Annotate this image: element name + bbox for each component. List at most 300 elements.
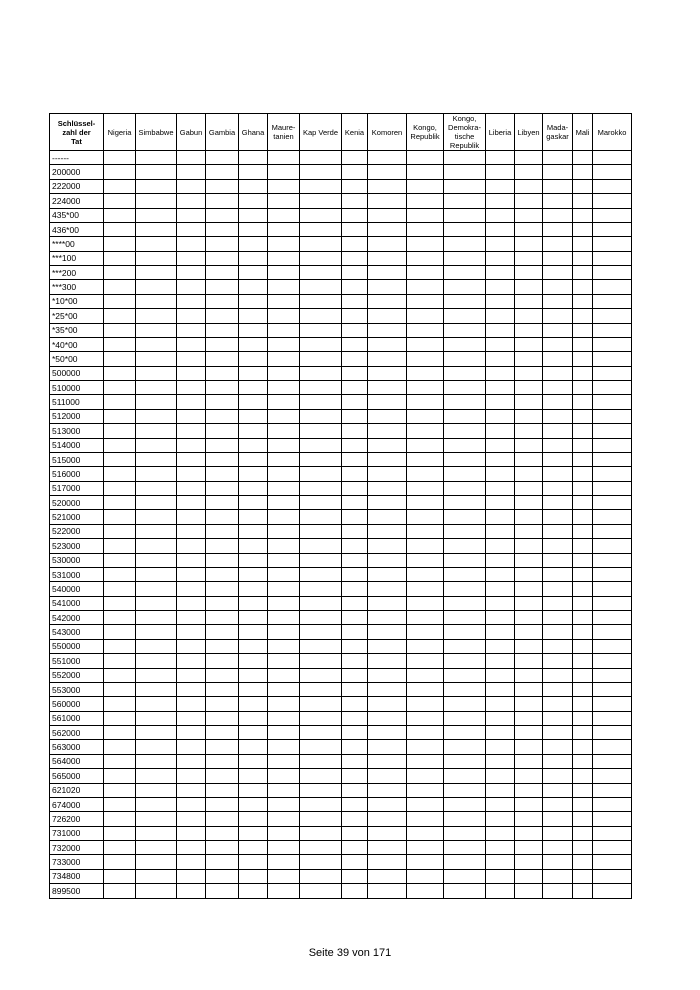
- table-row: [50, 179, 632, 193]
- data-cell: [239, 352, 268, 366]
- data-cell: [368, 812, 407, 826]
- table-row: [50, 884, 632, 898]
- data-cell: [268, 797, 300, 811]
- data-cell: [342, 222, 368, 236]
- data-cell: [268, 222, 300, 236]
- data-cell: [543, 266, 573, 280]
- data-cell: [177, 625, 206, 639]
- data-cell: [486, 812, 515, 826]
- data-cell: [573, 726, 593, 740]
- data-cell: [239, 539, 268, 553]
- row-key-cell: 520000: [50, 496, 104, 510]
- data-cell: [300, 352, 342, 366]
- data-cell: [573, 395, 593, 409]
- data-cell: [177, 539, 206, 553]
- data-cell: [573, 323, 593, 337]
- data-cell: [444, 194, 486, 208]
- column-header-country: Mali: [573, 114, 593, 151]
- data-cell: [268, 237, 300, 251]
- data-cell: [342, 395, 368, 409]
- data-cell: [573, 711, 593, 725]
- data-cell: [206, 366, 239, 380]
- data-cell: [543, 740, 573, 754]
- data-cell: [407, 783, 444, 797]
- data-cell: [407, 481, 444, 495]
- data-cell: [543, 280, 573, 294]
- data-cell: [206, 740, 239, 754]
- data-cell: [177, 366, 206, 380]
- data-cell: [407, 294, 444, 308]
- table-row: [50, 826, 632, 840]
- data-cell: [368, 352, 407, 366]
- data-cell: [593, 596, 632, 610]
- data-cell: [515, 352, 543, 366]
- data-cell: [268, 366, 300, 380]
- data-cell: [593, 754, 632, 768]
- table-row: [50, 812, 632, 826]
- data-cell: [239, 726, 268, 740]
- row-key-cell: 552000: [50, 668, 104, 682]
- data-cell: [104, 611, 136, 625]
- data-cell: [104, 769, 136, 783]
- data-cell: [342, 639, 368, 653]
- row-key-cell: 561000: [50, 711, 104, 725]
- table-row: [50, 208, 632, 222]
- data-cell: [368, 884, 407, 898]
- data-cell: [206, 438, 239, 452]
- data-cell: [104, 654, 136, 668]
- data-cell: [573, 769, 593, 783]
- data-cell: [300, 639, 342, 653]
- data-cell: [206, 711, 239, 725]
- data-cell: [206, 208, 239, 222]
- data-cell: [486, 611, 515, 625]
- data-cell: [342, 812, 368, 826]
- data-cell: [300, 409, 342, 423]
- data-cell: [543, 754, 573, 768]
- data-cell: [407, 438, 444, 452]
- table-row: [50, 222, 632, 236]
- data-cell: [368, 165, 407, 179]
- data-cell: [177, 438, 206, 452]
- data-cell: [593, 769, 632, 783]
- data-cell: [342, 596, 368, 610]
- data-cell: [515, 869, 543, 883]
- data-cell: [206, 567, 239, 581]
- table-row: [50, 496, 632, 510]
- data-cell: [368, 151, 407, 165]
- table-row: [50, 510, 632, 524]
- data-cell: [444, 309, 486, 323]
- data-cell: [573, 510, 593, 524]
- data-cell: [206, 582, 239, 596]
- data-cell: [368, 553, 407, 567]
- data-cell: [342, 524, 368, 538]
- data-cell: [486, 682, 515, 696]
- row-key-cell: 564000: [50, 754, 104, 768]
- data-cell: [407, 524, 444, 538]
- data-cell: [206, 524, 239, 538]
- data-cell: [444, 337, 486, 351]
- data-cell: [486, 553, 515, 567]
- data-cell: [239, 309, 268, 323]
- data-cell: [543, 582, 573, 596]
- data-cell: [268, 855, 300, 869]
- data-cell: [444, 567, 486, 581]
- data-cell: [486, 366, 515, 380]
- data-cell: [368, 510, 407, 524]
- data-cell: [177, 754, 206, 768]
- data-cell: [593, 783, 632, 797]
- data-cell: [104, 467, 136, 481]
- data-cell: [444, 611, 486, 625]
- data-cell: [104, 151, 136, 165]
- data-cell: [239, 668, 268, 682]
- data-cell: [268, 524, 300, 538]
- data-cell: [136, 783, 177, 797]
- data-cell: [206, 726, 239, 740]
- data-cell: [407, 309, 444, 323]
- data-cell: [543, 194, 573, 208]
- row-key-cell: 560000: [50, 697, 104, 711]
- data-cell: [407, 682, 444, 696]
- table-row: [50, 337, 632, 351]
- data-cell: [268, 582, 300, 596]
- data-cell: [543, 337, 573, 351]
- data-cell: [486, 855, 515, 869]
- data-cell: [239, 884, 268, 898]
- data-cell: [104, 222, 136, 236]
- data-cell: [104, 165, 136, 179]
- data-cell: [136, 438, 177, 452]
- row-key-cell: *10*00: [50, 294, 104, 308]
- data-cell: [104, 841, 136, 855]
- data-cell: [515, 237, 543, 251]
- column-header-country: Libyen: [515, 114, 543, 151]
- data-cell: [444, 855, 486, 869]
- data-cell: [177, 596, 206, 610]
- data-cell: [206, 309, 239, 323]
- data-cell: [515, 481, 543, 495]
- column-header-key: Schlüssel- zahl der Tat: [50, 114, 104, 151]
- data-cell: [239, 553, 268, 567]
- data-cell: [368, 711, 407, 725]
- data-cell: [515, 697, 543, 711]
- data-cell: [444, 237, 486, 251]
- data-cell: [300, 826, 342, 840]
- data-cell: [239, 366, 268, 380]
- data-cell: [486, 826, 515, 840]
- data-cell: [407, 222, 444, 236]
- data-cell: [573, 869, 593, 883]
- data-cell: [239, 452, 268, 466]
- data-cell: [486, 294, 515, 308]
- data-cell: [573, 783, 593, 797]
- data-cell: [268, 251, 300, 265]
- data-cell: [486, 769, 515, 783]
- data-cell: [573, 668, 593, 682]
- data-cell: [136, 726, 177, 740]
- data-cell: [177, 682, 206, 696]
- data-cell: [543, 711, 573, 725]
- data-cell: [573, 337, 593, 351]
- table-row: [50, 294, 632, 308]
- data-cell: [300, 395, 342, 409]
- data-cell: [486, 783, 515, 797]
- data-cell: [368, 654, 407, 668]
- data-cell: [104, 711, 136, 725]
- data-cell: [177, 409, 206, 423]
- data-cell: [268, 510, 300, 524]
- data-cell: [342, 826, 368, 840]
- data-cell: [543, 237, 573, 251]
- table-row: [50, 424, 632, 438]
- data-cell: [593, 165, 632, 179]
- data-cell: [104, 237, 136, 251]
- data-cell: [136, 151, 177, 165]
- table-row: [50, 682, 632, 696]
- data-cell: [573, 582, 593, 596]
- data-cell: [543, 309, 573, 323]
- data-cell: [573, 151, 593, 165]
- data-cell: [486, 884, 515, 898]
- data-cell: [136, 826, 177, 840]
- data-cell: [444, 409, 486, 423]
- data-cell: [206, 409, 239, 423]
- data-cell: [444, 539, 486, 553]
- data-cell: [593, 654, 632, 668]
- row-key-cell: 899500: [50, 884, 104, 898]
- data-cell: [342, 481, 368, 495]
- data-cell: [104, 452, 136, 466]
- data-cell: [177, 582, 206, 596]
- row-key-cell: *35*00: [50, 323, 104, 337]
- data-cell: [368, 222, 407, 236]
- data-cell: [573, 567, 593, 581]
- column-header-country: Komoren: [368, 114, 407, 151]
- data-cell: [239, 294, 268, 308]
- row-key-cell: 435*00: [50, 208, 104, 222]
- row-key-cell: ****00: [50, 237, 104, 251]
- data-cell: [573, 381, 593, 395]
- data-cell: [543, 222, 573, 236]
- data-cell: [177, 567, 206, 581]
- data-cell: [593, 337, 632, 351]
- data-cell: [407, 812, 444, 826]
- data-cell: [515, 280, 543, 294]
- data-cell: [268, 596, 300, 610]
- data-cell: [515, 222, 543, 236]
- row-key-cell: 565000: [50, 769, 104, 783]
- data-cell: [543, 697, 573, 711]
- data-cell: [486, 654, 515, 668]
- table-row: [50, 539, 632, 553]
- row-key-cell: 530000: [50, 553, 104, 567]
- data-cell: [177, 740, 206, 754]
- data-cell: [573, 654, 593, 668]
- data-cell: [543, 668, 573, 682]
- data-cell: [486, 323, 515, 337]
- data-cell: [104, 266, 136, 280]
- data-cell: [177, 812, 206, 826]
- data-cell: [444, 682, 486, 696]
- data-cell: [300, 668, 342, 682]
- data-cell: [486, 539, 515, 553]
- data-cell: [593, 381, 632, 395]
- data-cell: [573, 754, 593, 768]
- data-cell: [444, 280, 486, 294]
- data-cell: [515, 826, 543, 840]
- data-cell: [444, 424, 486, 438]
- data-cell: [136, 668, 177, 682]
- data-cell: [515, 366, 543, 380]
- data-cell: [104, 208, 136, 222]
- data-cell: [543, 841, 573, 855]
- data-cell: [342, 165, 368, 179]
- data-cell: [342, 682, 368, 696]
- row-key-cell: 733000: [50, 855, 104, 869]
- data-cell: [300, 726, 342, 740]
- row-key-cell: 732000: [50, 841, 104, 855]
- data-cell: [136, 309, 177, 323]
- data-cell: [239, 222, 268, 236]
- data-cell: [177, 151, 206, 165]
- data-cell: [444, 596, 486, 610]
- data-cell: [444, 769, 486, 783]
- table-row: [50, 841, 632, 855]
- data-cell: [368, 481, 407, 495]
- table-row: [50, 553, 632, 567]
- data-cell: [104, 826, 136, 840]
- data-cell: [136, 280, 177, 294]
- data-cell: [239, 611, 268, 625]
- data-cell: [573, 409, 593, 423]
- data-cell: [573, 366, 593, 380]
- data-cell: [239, 395, 268, 409]
- data-cell: [593, 452, 632, 466]
- data-cell: [300, 510, 342, 524]
- data-cell: [515, 496, 543, 510]
- data-cell: [206, 266, 239, 280]
- table-row: [50, 524, 632, 538]
- data-cell: [206, 251, 239, 265]
- data-cell: [593, 467, 632, 481]
- data-cell: [368, 409, 407, 423]
- data-cell: [407, 726, 444, 740]
- data-cell: [593, 237, 632, 251]
- row-key-cell: 514000: [50, 438, 104, 452]
- data-cell: [136, 467, 177, 481]
- data-cell: [342, 467, 368, 481]
- data-cell: [104, 251, 136, 265]
- data-cell: [368, 567, 407, 581]
- data-cell: [593, 510, 632, 524]
- data-cell: [368, 625, 407, 639]
- data-cell: [177, 697, 206, 711]
- data-cell: [206, 496, 239, 510]
- data-cell: [515, 395, 543, 409]
- data-cell: [104, 280, 136, 294]
- data-cell: [177, 280, 206, 294]
- data-cell: [177, 611, 206, 625]
- data-cell: [486, 395, 515, 409]
- data-cell: [593, 553, 632, 567]
- data-cell: [407, 323, 444, 337]
- data-cell: [104, 395, 136, 409]
- data-cell: [573, 524, 593, 538]
- data-cell: [368, 452, 407, 466]
- data-cell: [573, 611, 593, 625]
- data-cell: [543, 654, 573, 668]
- data-cell: [177, 323, 206, 337]
- data-cell: [486, 797, 515, 811]
- data-cell: [543, 151, 573, 165]
- data-cell: [136, 797, 177, 811]
- data-cell: [593, 797, 632, 811]
- data-cell: [239, 711, 268, 725]
- data-cell: [515, 625, 543, 639]
- data-cell: [543, 424, 573, 438]
- data-cell: [515, 611, 543, 625]
- column-header-country: Gambia: [206, 114, 239, 151]
- data-cell: [239, 481, 268, 495]
- table-row: [50, 352, 632, 366]
- data-cell: [486, 841, 515, 855]
- data-cell: [300, 553, 342, 567]
- data-cell: [444, 208, 486, 222]
- data-cell: [206, 280, 239, 294]
- data-cell: [342, 841, 368, 855]
- data-cell: [177, 424, 206, 438]
- data-cell: [239, 208, 268, 222]
- data-cell: [444, 797, 486, 811]
- data-cell: [300, 424, 342, 438]
- data-cell: [206, 467, 239, 481]
- data-cell: [300, 855, 342, 869]
- data-cell: [444, 697, 486, 711]
- data-cell: [239, 467, 268, 481]
- data-cell: [342, 424, 368, 438]
- table-header-row: [50, 114, 632, 151]
- data-cell: [368, 769, 407, 783]
- data-cell: [268, 611, 300, 625]
- data-cell: [407, 582, 444, 596]
- data-cell: [342, 208, 368, 222]
- data-cell: [573, 639, 593, 653]
- data-cell: [136, 208, 177, 222]
- data-cell: [136, 251, 177, 265]
- data-cell: [177, 352, 206, 366]
- data-cell: [573, 625, 593, 639]
- data-cell: [407, 496, 444, 510]
- data-cell: [342, 323, 368, 337]
- data-cell: [543, 467, 573, 481]
- data-cell: [104, 409, 136, 423]
- data-cell: [593, 409, 632, 423]
- data-cell: [342, 294, 368, 308]
- data-cell: [342, 452, 368, 466]
- data-cell: [368, 280, 407, 294]
- data-cell: [593, 438, 632, 452]
- data-cell: [444, 323, 486, 337]
- data-cell: [239, 510, 268, 524]
- data-cell: [104, 567, 136, 581]
- data-cell: [268, 567, 300, 581]
- data-cell: [407, 754, 444, 768]
- data-cell: [177, 251, 206, 265]
- data-cell: [444, 381, 486, 395]
- row-key-cell: 562000: [50, 726, 104, 740]
